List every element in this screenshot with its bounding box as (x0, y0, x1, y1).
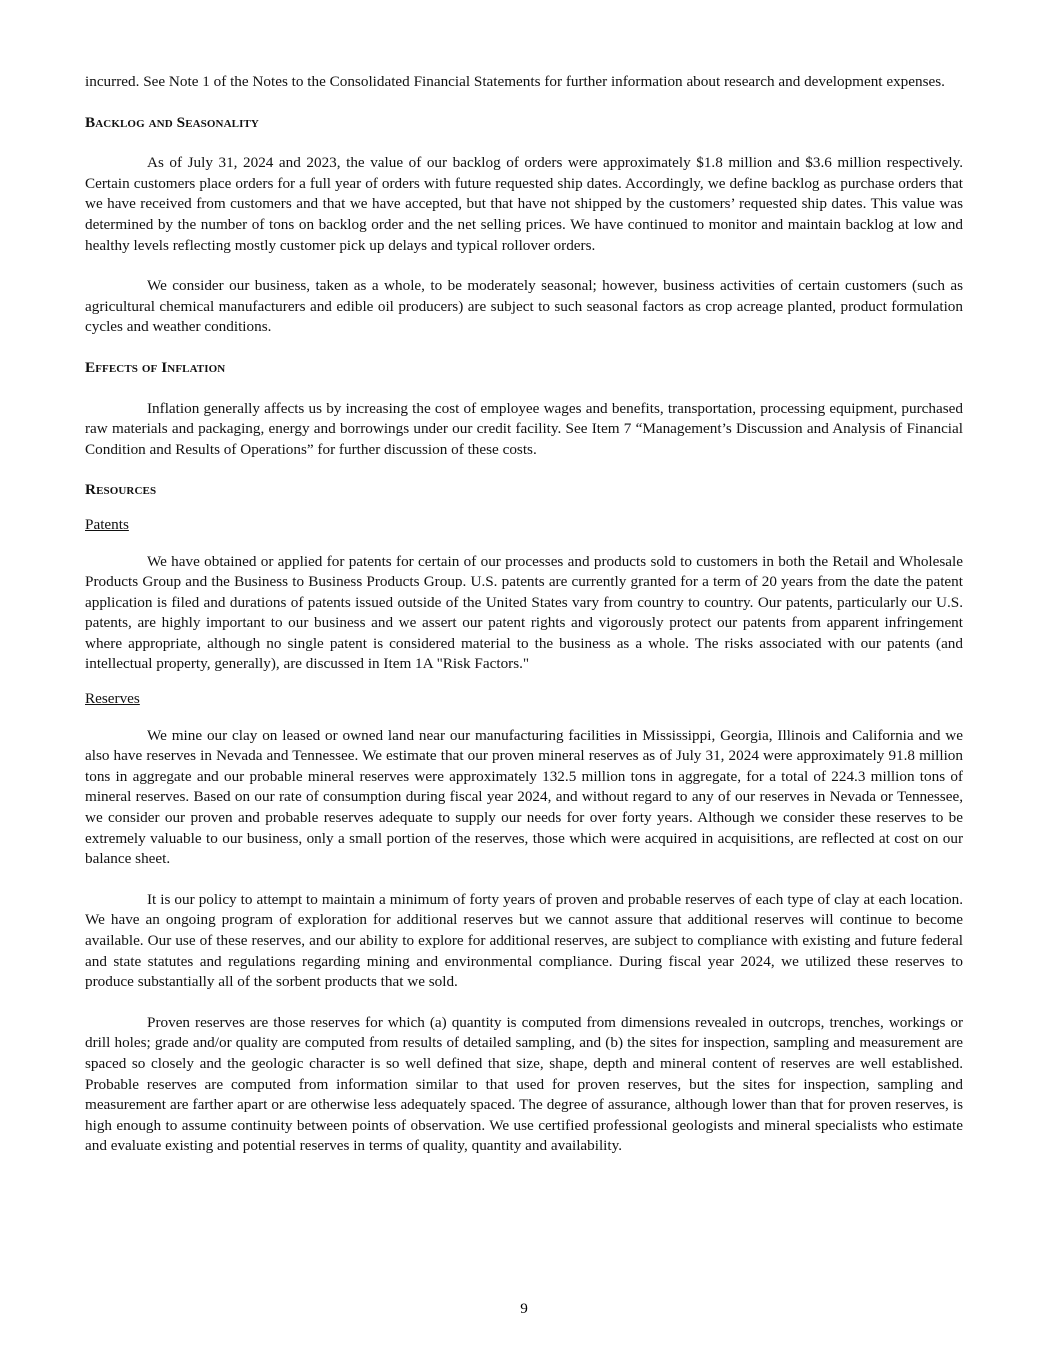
reserves-paragraph-1: We mine our clay on leased or owned land near our manufacturing facilities in Mississippi, Georgia, Illinois and California and we also have reserves in Nevada and Tennessee. We estimate that our proven mineral reserves as of July 31, 2024 were approximately 91.8 million tons in aggregate and our probable mineral reserves were approximately 132.5 million tons in aggregate, for a total of 224.3 million tons of mineral reserves. Based on our rate of consumption during fiscal year 2024, and without regard to any of our reserves in Nevada or Tennessee, we consider our proven and probable reserves adequate to supply our needs for over forty years. Although we consider these reserves to be extremely valuable to our business, only a small portion of the reserves, those which were acquired in acquisitions, are reflected at cost on our balance sheet. (85, 726, 963, 868)
patents-subheading: Patents (85, 515, 129, 533)
backlog-paragraph-2: We consider our business, taken as a whole, to be moderately seasonal; however, business activities of certain customers (such as agricultural chemical manufacturers and edible oil producers) are subject to such seasonal factors as crop acreage planted, product formulation cycles and weather conditions. (85, 277, 963, 336)
backlog-heading: Backlog and Seasonality (85, 113, 259, 131)
patents-paragraph: We have obtained or applied for patents for certain of our processes and products sold to customers in both the Retail and Wholesale Products Group and the Business to Business Products Group. U.S. patents are currently granted for a term of 20 years from the date the patent application is filed and durations of patents issued outside of the United States vary from country to country. Our patents, particularly our U.S. patents, are highly important to our business and we assert our patent rights and vigorously protect our patents from apparent infringement where appropriate, although no single patent is considered material to the business as a whole. The risks associated with our patents (and intellectual property, generally), are discussed in Item 1A "Risk Factors." (85, 552, 963, 673)
inflation-paragraph: Inflation generally affects us by increasing the cost of employee wages and benefits, transportation, processing equipment, purchased raw materials and packaging, energy and borrowings under our credit facility. See Item 7 “Management’s Discussion and Analysis of Financial Condition and Results of Operations” for further discussion of these costs. (85, 399, 963, 458)
document-page (85, 72, 963, 1157)
inflation-heading: Effects of Inflation (85, 358, 226, 376)
page-number: 9 (520, 1300, 528, 1317)
reserves-paragraph-2: It is our policy to attempt to maintain a minimum of forty years of proven and probable reserves of each type of clay at each location. We have an ongoing program of exploration for additional reserves but we cannot assure that additional reserves will continue to become available. Our use of these reserves, and our ability to explore for additional reserves, are subject to compliance with existing and future federal and state statutes and regulations regarding mining and environmental compliance. During fiscal year 2024, we utilized these reserves to produce substantially all of the sorbent products that we sold. (85, 890, 963, 991)
reserves-subheading: Reserves (85, 690, 140, 708)
intro-continuation-paragraph: incurred. See Note 1 of the Notes to the Consolidated Financial Statements for further information about research and development expenses. (85, 73, 945, 90)
backlog-paragraph-1: As of July 31, 2024 and 2023, the value of our backlog of orders were approximately $1.8 million and $3.6 million respectively. Certain customers place orders for a full year of orders with future requested ship dates. Accordingly, we define backlog as purchase orders that we have received from customers and that we have accepted, but that have not shipped by the customers’ requested ship dates. This value was determined by the number of tons on backlog order and the net selling prices. We have continued to monitor and maintain backlog at low and healthy levels reflecting mostly customer pick up delays and typical rollover orders. (85, 154, 963, 254)
reserves-paragraph-3: Proven reserves are those reserves for which (a) quantity is computed from dimensions revealed in outcrops, trenches, workings or drill holes; grade and/or quality are computed from results of detailed sampling, and (b) the sites for inspection, sampling and measurement are spaced so closely and the geologic character is so well defined that size, shape, depth and mineral content of reserves are well established. Probable reserves are computed from information similar to that used for proven reserves, but the sites for inspection, sampling and measurement are farther apart or are otherwise less adequately spaced. The degree of assurance, although lower than that for proven reserves, is high enough to assume continuity between points of observation. We use certified professional geologists and mineral specialists who estimate and evaluate existing and potential reserves in terms of quality, quantity and availability. (85, 1013, 963, 1155)
resources-heading: Resources (85, 481, 157, 499)
